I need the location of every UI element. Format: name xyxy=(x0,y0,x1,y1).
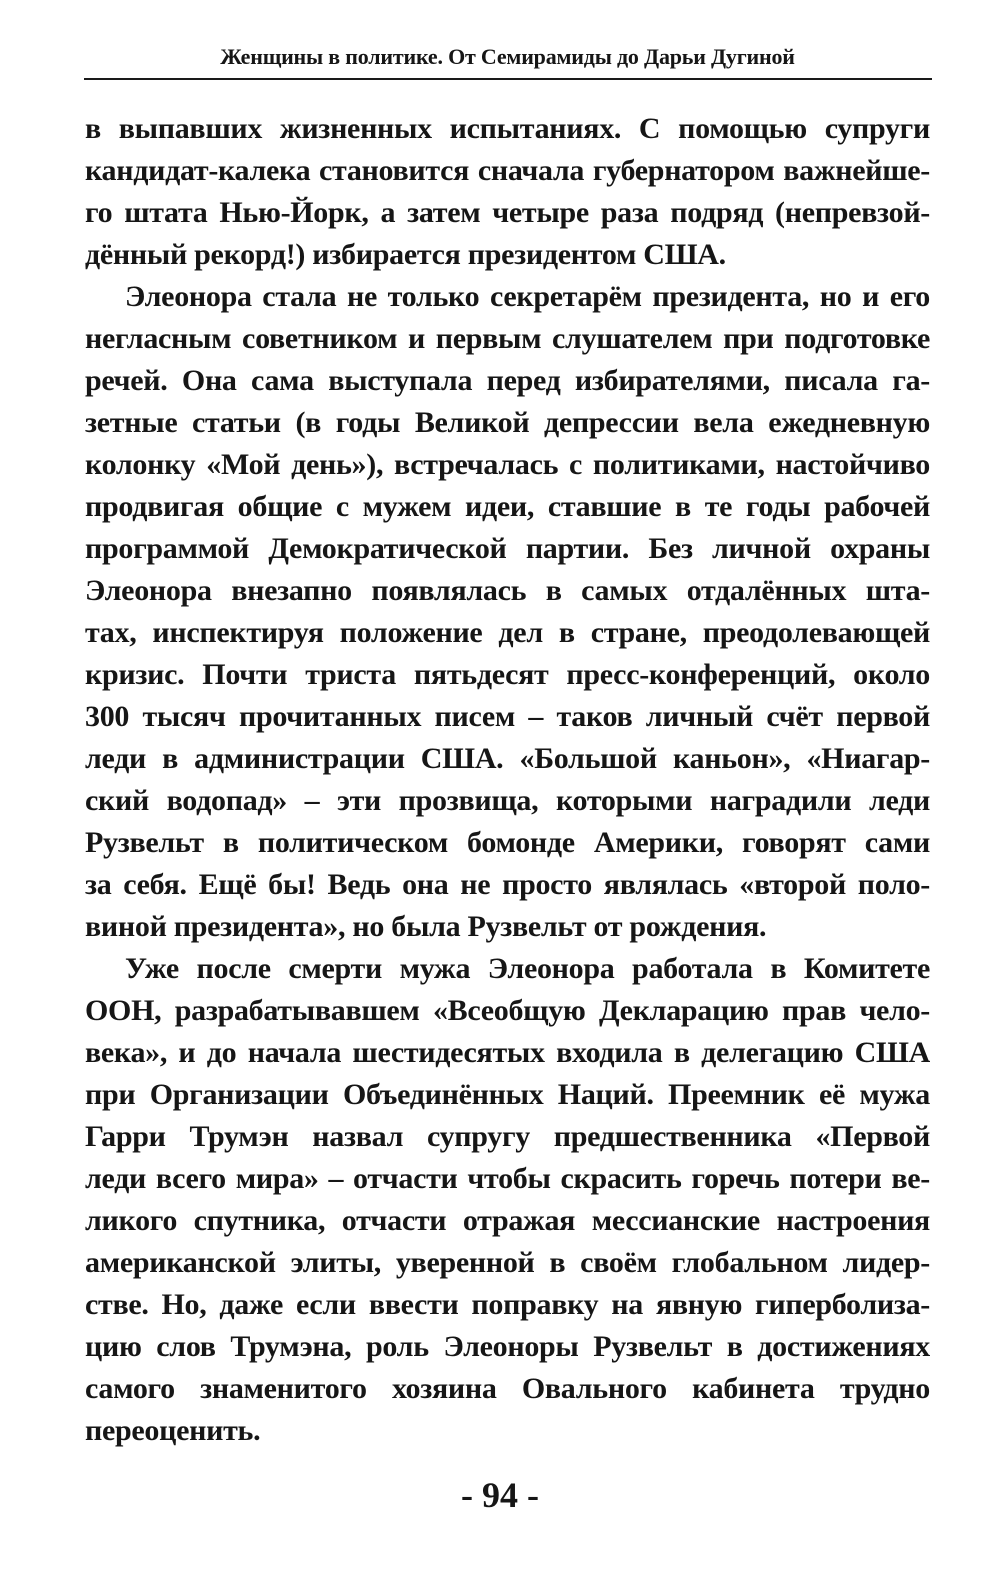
text-line: за себя. Ещё бы! Ведь она не просто являлась «второй поло- xyxy=(85,868,930,901)
text-line: кризис. Почти триста пятьдесят пресс-конференций, около xyxy=(85,658,930,691)
text-line: Уже после смерти мужа Элеонора работала в Комитете xyxy=(125,952,930,985)
paragraph xyxy=(85,276,930,948)
text-line: века», и до начала шестидесятых входила в делегацию США xyxy=(85,1036,930,1069)
text-line: дённый рекорд!) избирается президентом США. xyxy=(85,238,726,271)
text-line: цию слов Трумэна, роль Элеоноры Рузвельт в достижениях xyxy=(85,1330,930,1363)
text-line: леди в администрации США. «Большой каньон», «Ниагар- xyxy=(85,742,930,775)
running-header: Женщины в политике. От Семирамиды до Дарьи Дугиной xyxy=(220,44,795,69)
text-line: зетные статьи (в годы Великой депрессии вела ежедневную xyxy=(85,406,930,439)
paragraph xyxy=(85,108,930,276)
text-line: ликого спутника, отчасти отражая мессианские настроения xyxy=(85,1204,930,1237)
text-line: переоценить. xyxy=(85,1414,261,1447)
text-line: ООН, разрабатывавшем «Всеобщую Декларацию прав чело- xyxy=(85,994,930,1027)
text-line: стве. Но, даже если ввести поправку на явную гиперболиза- xyxy=(85,1288,930,1321)
text-line: программой Демократической партии. Без личной охраны xyxy=(85,532,930,565)
text-line: в выпавших жизненных испытаниях. С помощью супруги xyxy=(85,112,930,145)
text-line: продвигая общие с мужем идеи, ставшие в те годы рабочей xyxy=(85,490,930,523)
text-line: кандидат-калека становится сначала губернатором важнейше- xyxy=(85,154,930,187)
text-line: тах, инспектируя положение дел в стране, преодолевающей xyxy=(85,616,930,649)
text-line: Элеонора стала не только секретарём президента, но и его xyxy=(125,280,930,313)
page-body xyxy=(85,108,930,1452)
text-line: Элеонора внезапно появлялась в самых отдалённых шта- xyxy=(85,574,930,607)
text-line: Рузвельт в политическом бомонде Америки, говорят сами xyxy=(85,826,930,859)
header-rule xyxy=(84,78,932,80)
text-line: леди всего мира» – отчасти чтобы скрасить горечь потери ве- xyxy=(85,1162,930,1195)
text-line: Гарри Трумэн назвал супругу предшественника «Первой xyxy=(85,1120,930,1153)
text-line: го штата Нью-Йорк, а затем четыре раза подряд (непревзой- xyxy=(85,196,930,229)
paragraph xyxy=(85,948,930,1452)
text-line: речей. Она сама выступала перед избирателями, писала га- xyxy=(85,364,930,397)
text-line: колонку «Мой день»), встречалась с политиками, настойчиво xyxy=(85,448,930,481)
text-line: виной президента», но была Рузвельт от рождения. xyxy=(85,910,767,943)
page-number: - 94 - xyxy=(461,1475,539,1515)
text-line: при Организации Объединённых Наций. Преемник её мужа xyxy=(85,1078,930,1111)
text-line: самого знаменитого хозяина Овального кабинета трудно xyxy=(85,1372,930,1405)
text-line: американской элиты, уверенной в своём глобальном лидер- xyxy=(85,1246,930,1279)
text-line: ский водопад» – эти прозвища, которыми наградили леди xyxy=(85,784,930,817)
text-line: 300 тысяч прочитанных писем – таков личный счёт первой xyxy=(85,700,930,733)
text-line: негласным советником и первым слушателем при подготовке xyxy=(85,322,930,355)
